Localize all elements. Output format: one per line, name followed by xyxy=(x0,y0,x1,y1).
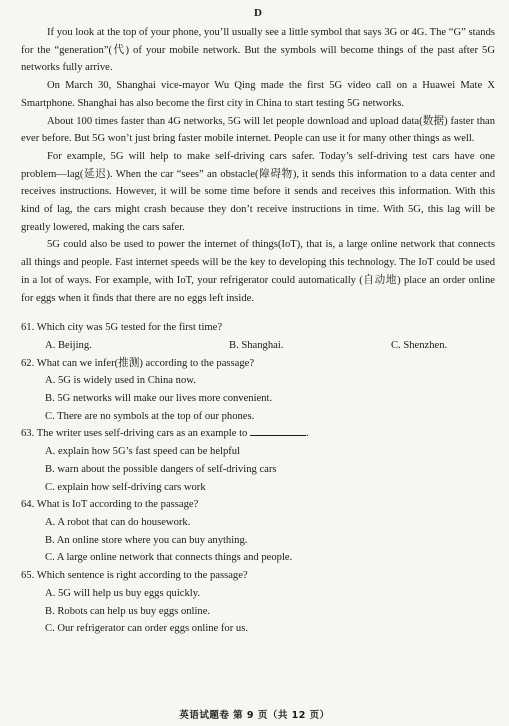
question-stem: 64. What is IoT according to the passage? xyxy=(21,499,199,511)
option-b[interactable]: B. Shanghai. xyxy=(229,339,284,351)
option-b[interactable]: B. warn about the possible dangers of self-driving cars xyxy=(45,463,277,475)
question-62 xyxy=(21,355,495,426)
option-b[interactable]: B. 5G networks will make our lives more convenient. xyxy=(45,393,273,405)
answer-blank[interactable] xyxy=(250,425,306,436)
section-title: D xyxy=(254,7,262,19)
option-a[interactable]: A. A robot that can do housework. xyxy=(45,516,191,528)
passage-paragraph: On March 30, Shanghai vice-mayor Wu Qing made the first 5G video call on a Huawei Mate X Smartphone. Shanghai has also become the first city in China to start testing 5G networks. xyxy=(21,80,495,109)
option-c[interactable]: C. A large online network that connects things and people. xyxy=(45,552,293,564)
option-b[interactable]: B. An online store where you can buy anything. xyxy=(45,534,248,546)
question-stem: 65. Which sentence is right according to the passage? xyxy=(21,570,248,582)
question-stem: 61. Which city was 5G tested for the first time? xyxy=(21,322,223,334)
option-c[interactable]: C. Shenzhen. xyxy=(391,339,448,351)
question-61 xyxy=(21,319,495,354)
option-c[interactable]: C. There are no symbols at the top of our phones. xyxy=(45,410,255,422)
passage-paragraph: If you look at the top of your phone, you’ll usually see a little symbol that says 3G or 4G. The “G” stands for the “generation”(代) of your mobile network. But the symbols will become things of the past after 5G networks fully arrive. xyxy=(21,27,495,74)
passage-paragraph: About 100 times faster than 4G networks, 5G will let people download and upload data(数据) faster than ever before. But 5G won’t just bring faster mobile internet. People can use it for many other things as well. xyxy=(21,115,495,145)
option-a[interactable]: A. Beijing. xyxy=(45,339,92,351)
page-footer: 英语试题卷 第 9 页（共 12 页） xyxy=(179,710,330,721)
option-c[interactable]: C. explain how self-driving cars work xyxy=(45,481,206,493)
question-stem: 62. What can we infer(推测) according to the passage? xyxy=(21,357,255,369)
option-row xyxy=(21,337,495,355)
question-63 xyxy=(21,425,495,496)
question-stem-text: 63. The writer uses self-driving cars as an example to xyxy=(21,428,248,440)
question-stem-end: . xyxy=(305,428,309,440)
passage-paragraph: 5G could also be used to power the internet of things(IoT), that is, a large online network that connects all things and people. Fast internet speeds will be the key to developing this technology. The IoT could be used in a lot of ways. For example, with IoT, your refrigerator could automatically (自动地) place an order online for eggs when it finds that there are no eggs left inside. xyxy=(21,239,495,304)
passage-paragraph: For example, 5G will help to make self-driving cars safer. Today’s self-driving test cars have one problem—lag(延迟). When the car “sees” an obstacle(障碍物), it sends this information to a data center and receives instructions. However, it will be some time before it sends and receives this information. With this kind of lag, the cars might crash because they don’t receive instructions in time. With 5G, this lag will be greatly lowered, making the cars safer. xyxy=(21,150,495,233)
option-a[interactable]: A. explain how 5G’s fast speed can be helpful xyxy=(45,446,241,458)
question-list xyxy=(21,319,495,638)
option-a[interactable]: A. 5G is widely used in China now. xyxy=(45,375,196,387)
question-stem xyxy=(21,425,495,443)
option-a[interactable]: A. 5G will help us buy eggs quickly. xyxy=(45,587,200,599)
question-64 xyxy=(21,496,495,567)
option-b[interactable]: B. Robots can help us buy eggs online. xyxy=(45,605,211,617)
reading-passage xyxy=(21,24,495,307)
question-65 xyxy=(21,567,495,638)
option-c[interactable]: C. Our refrigerator can order eggs online for us. xyxy=(45,623,248,635)
